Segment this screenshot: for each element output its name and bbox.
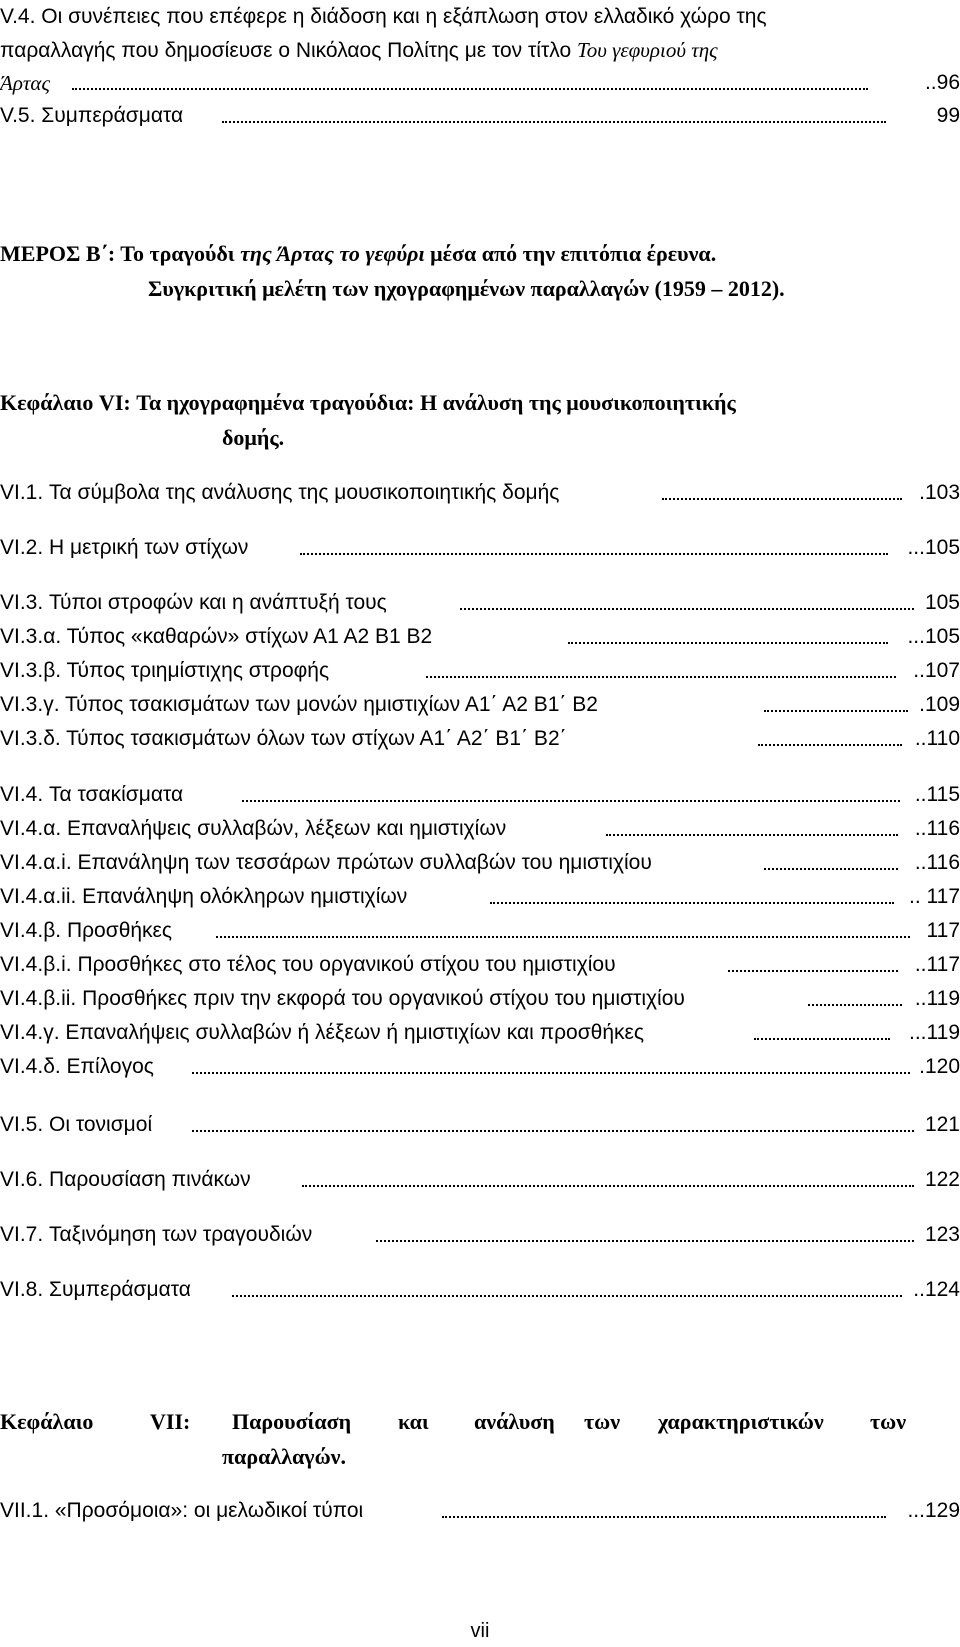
toc-entry: VI.7. Ταξινόμηση των τραγουδιών 123 bbox=[0, 1223, 960, 1246]
leader-dots bbox=[606, 834, 898, 836]
toc-entry-vii1: VII.1. «Προσόμοια»: οι μελωδικοί τύποι ...129 bbox=[0, 1499, 960, 1522]
leader-dots bbox=[302, 1185, 914, 1187]
leader-dots bbox=[192, 1130, 914, 1132]
toc-entry: VI.4.δ. Επίλογος .120 bbox=[0, 1055, 960, 1078]
toc-entry: VI.3. Τύποι στροφών και η ανάπτυξή τους 105 bbox=[0, 591, 960, 614]
leader-dots bbox=[764, 710, 908, 712]
leader-dots bbox=[662, 498, 902, 500]
toc-entry: VI.4.γ. Επαναλήψεις συλλαβών ή λέξεων ή ημιστιχίων και προσθήκες ...119 bbox=[0, 1021, 960, 1044]
leader-dots bbox=[754, 1038, 890, 1040]
toc-entry: VI.6. Παρουσίαση πινάκων 122 bbox=[0, 1168, 960, 1191]
chapter-7-heading-line2: παραλλαγών. bbox=[222, 1444, 346, 1469]
leader-dots bbox=[764, 868, 898, 870]
toc-entry: VI.5. Οι τονισμοί 121 bbox=[0, 1113, 960, 1136]
leader-dots bbox=[222, 121, 886, 123]
leader-dots bbox=[192, 1072, 910, 1074]
toc-entry: VI.4.β. Προσθήκες 117 bbox=[0, 919, 960, 942]
toc-entry: VI.3.β. Τύπος τριημίστιχης στροφής ..107 bbox=[0, 659, 960, 682]
toc-entry: VI.3.δ. Τύπος τσακισμάτων όλων των στίχων Α1΄ Α2΄ Β1΄ Β2΄ ..110 bbox=[0, 727, 960, 750]
leader-dots bbox=[72, 88, 868, 90]
leader-dots bbox=[376, 1240, 914, 1242]
toc-v4-line3: Άρτας ..96 bbox=[0, 71, 960, 95]
part-b-heading-line1: ΜΕΡΟΣ Β΄: Το τραγούδι της Άρτας το γεφύρι μέσα από την επιτόπια έρευνα. bbox=[0, 241, 717, 266]
toc-entry: VI.3.α. Τύπος «καθαρών» στίχων Α1 Α2 Β1 Β2 ...105 bbox=[0, 625, 960, 648]
toc-entry: VI.4.β.i. Προσθήκες στο τέλος του οργανικού στίχου του ημιστιχίου ..117 bbox=[0, 953, 960, 976]
chapter-6-heading-line2: δομής. bbox=[222, 425, 285, 450]
leader-dots bbox=[758, 744, 902, 746]
toc-v5: V.5. Συμπεράσματα 99 bbox=[0, 104, 960, 127]
leader-dots bbox=[442, 1516, 886, 1518]
leader-dots bbox=[232, 1295, 902, 1297]
chapter-7-heading-line1: Κεφάλαιο VII: Παρουσίαση και ανάλυση των χαρακτηριστικών των bbox=[0, 1409, 907, 1434]
leader-dots bbox=[216, 936, 910, 938]
toc-v4-line2: παραλλαγής που δημοσίευσε ο Νικόλαος Πολίτης με τον τίτλο Του γεφυριού της bbox=[0, 38, 718, 62]
leader-dots bbox=[426, 676, 896, 678]
chapter-6-heading-line1: Κεφάλαιο VI: Τα ηχογραφημένα τραγούδια: Η ανάλυση της μουσικοποιητικής bbox=[0, 390, 736, 415]
toc-entry: VI.4.α. Επαναλήψεις συλλαβών, λέξεων και ημιστιχίων ..116 bbox=[0, 817, 960, 840]
toc-entry: VI.1. Τα σύμβολα της ανάλυσης της μουσικοποιητικής δομής .103 bbox=[0, 481, 960, 504]
toc-entry: VI.2. Η μετρική των στίχων ...105 bbox=[0, 536, 960, 559]
leader-dots bbox=[728, 970, 898, 972]
leader-dots bbox=[808, 1004, 902, 1006]
toc-entry: VI.4. Τα τσακίσματα ..115 bbox=[0, 783, 960, 806]
toc-entry: VI.8. Συμπεράσματα ..124 bbox=[0, 1278, 960, 1301]
toc-entry: VI.4.α.i. Επανάληψη των τεσσάρων πρώτων συλλαβών του ημιστιχίου ..116 bbox=[0, 851, 960, 874]
leader-dots bbox=[242, 800, 900, 802]
leader-dots bbox=[300, 553, 888, 555]
leader-dots bbox=[490, 902, 894, 904]
leader-dots bbox=[460, 608, 914, 610]
leader-dots bbox=[568, 642, 888, 644]
page-number: vii bbox=[470, 1620, 490, 1642]
toc-entry: VI.4.α.ii. Επανάληψη ολόκληρων ημιστιχίων .. 117 bbox=[0, 885, 960, 908]
toc-v4-line1: V.4. Οι συνέπειες που επέφερε η διάδοση και η εξάπλωση στον ελλαδικό χώρο της bbox=[0, 5, 767, 28]
toc-entry: VI.3.γ. Τύπος τσακισμάτων των μονών ημιστιχίων Α1΄ Α2 Β1΄ Β2 .109 bbox=[0, 693, 960, 716]
part-b-heading-line2: Συγκριτική μελέτη των ηχογραφημένων παραλλαγών (1959 – 2012). bbox=[148, 276, 785, 301]
toc-entry: VI.4.β.ii. Προσθήκες πριν την εκφορά του οργανικού στίχου του ημιστιχίου ..119 bbox=[0, 987, 960, 1010]
